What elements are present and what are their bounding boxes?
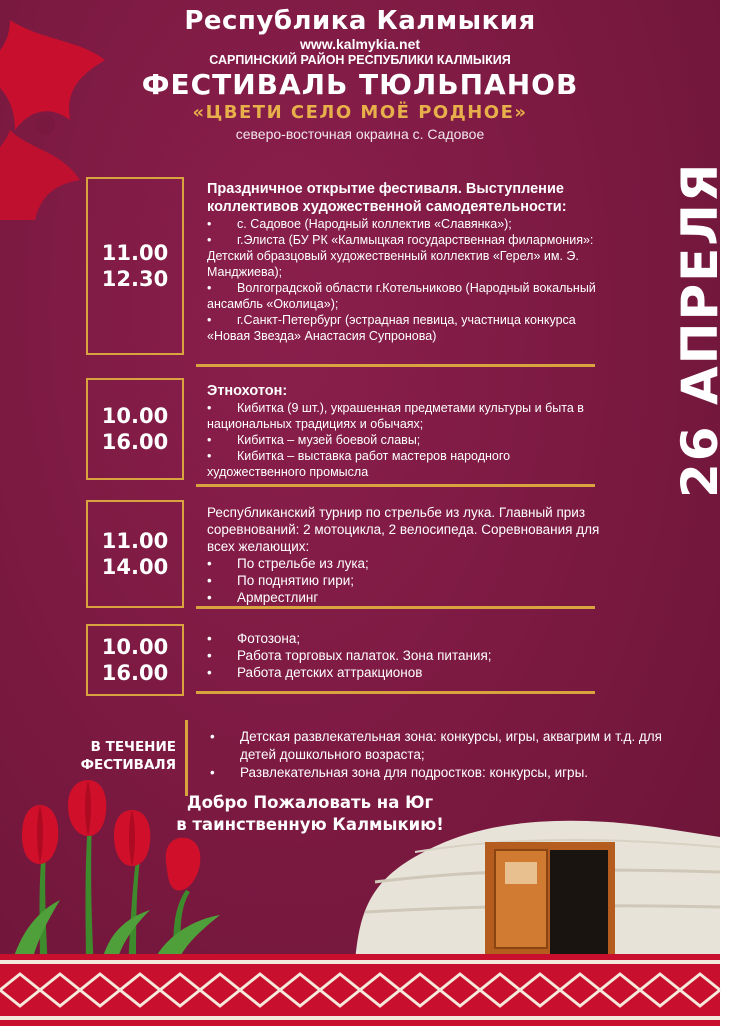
- list-item: • Волгоградской области г.Котельниково (Народный вокальный ансамбль «Околица»);: [207, 281, 596, 311]
- list-item: • г.Элиста (БУ РК «Калмыцкая государственная филармония»: Детский образцовый художественный коллектив «Герел» им. Э. Манджиева);: [207, 233, 594, 279]
- time-end: 14.00: [101, 555, 169, 579]
- festival-date: 26 АПРЕЛЯ: [671, 161, 729, 498]
- divider: [196, 691, 595, 694]
- schedule-section: [207, 504, 617, 606]
- time-end: 12.30: [101, 267, 169, 291]
- district-title: САРПИНСКИЙ РАЙОН РЕСПУБЛИКИ КАЛМЫКИЯ: [209, 53, 511, 67]
- section-title: Праздничное открытие фестиваля. Выступление коллективов художественной самодеятельности:: [207, 181, 567, 215]
- list-item: • По поднятию гири;: [207, 573, 354, 588]
- section-list: [207, 216, 607, 344]
- list-item: • г.Санкт-Петербург (эстрадная певица, участница конкурса «Новая Звезда» Анастасия Супронова): [207, 313, 576, 343]
- festival-title: ФЕСТИВАЛЬ ТЮЛЬПАНОВ: [141, 68, 579, 101]
- list-item: • Кибитка (9 шт.), украшенная предметами культуры и быта в национальных традициях и обычаях;: [207, 401, 584, 431]
- site-link[interactable]: www.kalmykia.net: [299, 36, 421, 52]
- list-item: • Кибитка – выставка работ мастеров народного художественного промысла: [207, 449, 511, 479]
- schedule-section: [207, 630, 607, 681]
- divider: [196, 364, 595, 367]
- list-item: • Работа торговых палаток. Зона питания;: [207, 648, 492, 663]
- time-start: 11.00: [101, 241, 169, 265]
- time-box: [86, 624, 184, 696]
- list-item: • Работа детских аттракционов: [207, 665, 423, 680]
- time-end: 16.00: [101, 661, 169, 685]
- list-item: • Армрестлинг: [207, 590, 319, 605]
- time-start: 10.00: [101, 635, 169, 659]
- festival-motto: «ЦВЕТИ СЕЛО МОЁ РОДНОЕ»: [192, 102, 528, 123]
- section-title: Этнохотон:: [207, 383, 288, 399]
- time-box: [86, 177, 184, 355]
- during-festival-label: В ТЕЧЕНИЕ ФЕСТИВАЛЯ: [80, 739, 176, 773]
- welcome-message: Добро Пожаловать на Юг в таинственную Калмыкию!: [176, 793, 444, 834]
- festival-location: северо-восточная окраина с. Садовое: [235, 126, 485, 142]
- list-item: • Развлекательная зона для подростков: конкурсы, игры.: [210, 765, 589, 780]
- time-end: 16.00: [101, 430, 169, 454]
- time-start: 10.00: [101, 404, 169, 428]
- schedule-section: [207, 382, 607, 480]
- ornamental-border-icon: [0, 954, 720, 1026]
- during-festival-list: [210, 728, 680, 782]
- time-box: [86, 378, 184, 480]
- divider: [196, 606, 595, 609]
- schedule-section: [207, 180, 607, 344]
- time-start: 11.00: [101, 529, 169, 553]
- section-list: [207, 630, 607, 681]
- republic-title: Республика Калмыкия: [184, 6, 536, 36]
- time-box: [86, 500, 184, 608]
- list-item: • Кибитка – музей боевой славы;: [207, 433, 421, 447]
- section-intro: Республиканский турнир по стрельбе из лука. Главный приз соревнований: 2 мотоцикла, 2 велосипеда. Соревнования для всех желающих:: [207, 505, 600, 554]
- list-item: • Фотозона;: [207, 631, 301, 646]
- divider: [196, 484, 595, 487]
- list-item: • По стрельбе из лука;: [207, 556, 369, 571]
- list-item: • с. Садовое (Народный коллектив «Славянка»);: [207, 217, 512, 231]
- section-list: [207, 400, 607, 480]
- section-list: [207, 555, 617, 606]
- list-item: • Детская развлекательная зона: конкурсы, игры, аквагрим и т.д. для детей дошкольного возраста;: [210, 729, 662, 762]
